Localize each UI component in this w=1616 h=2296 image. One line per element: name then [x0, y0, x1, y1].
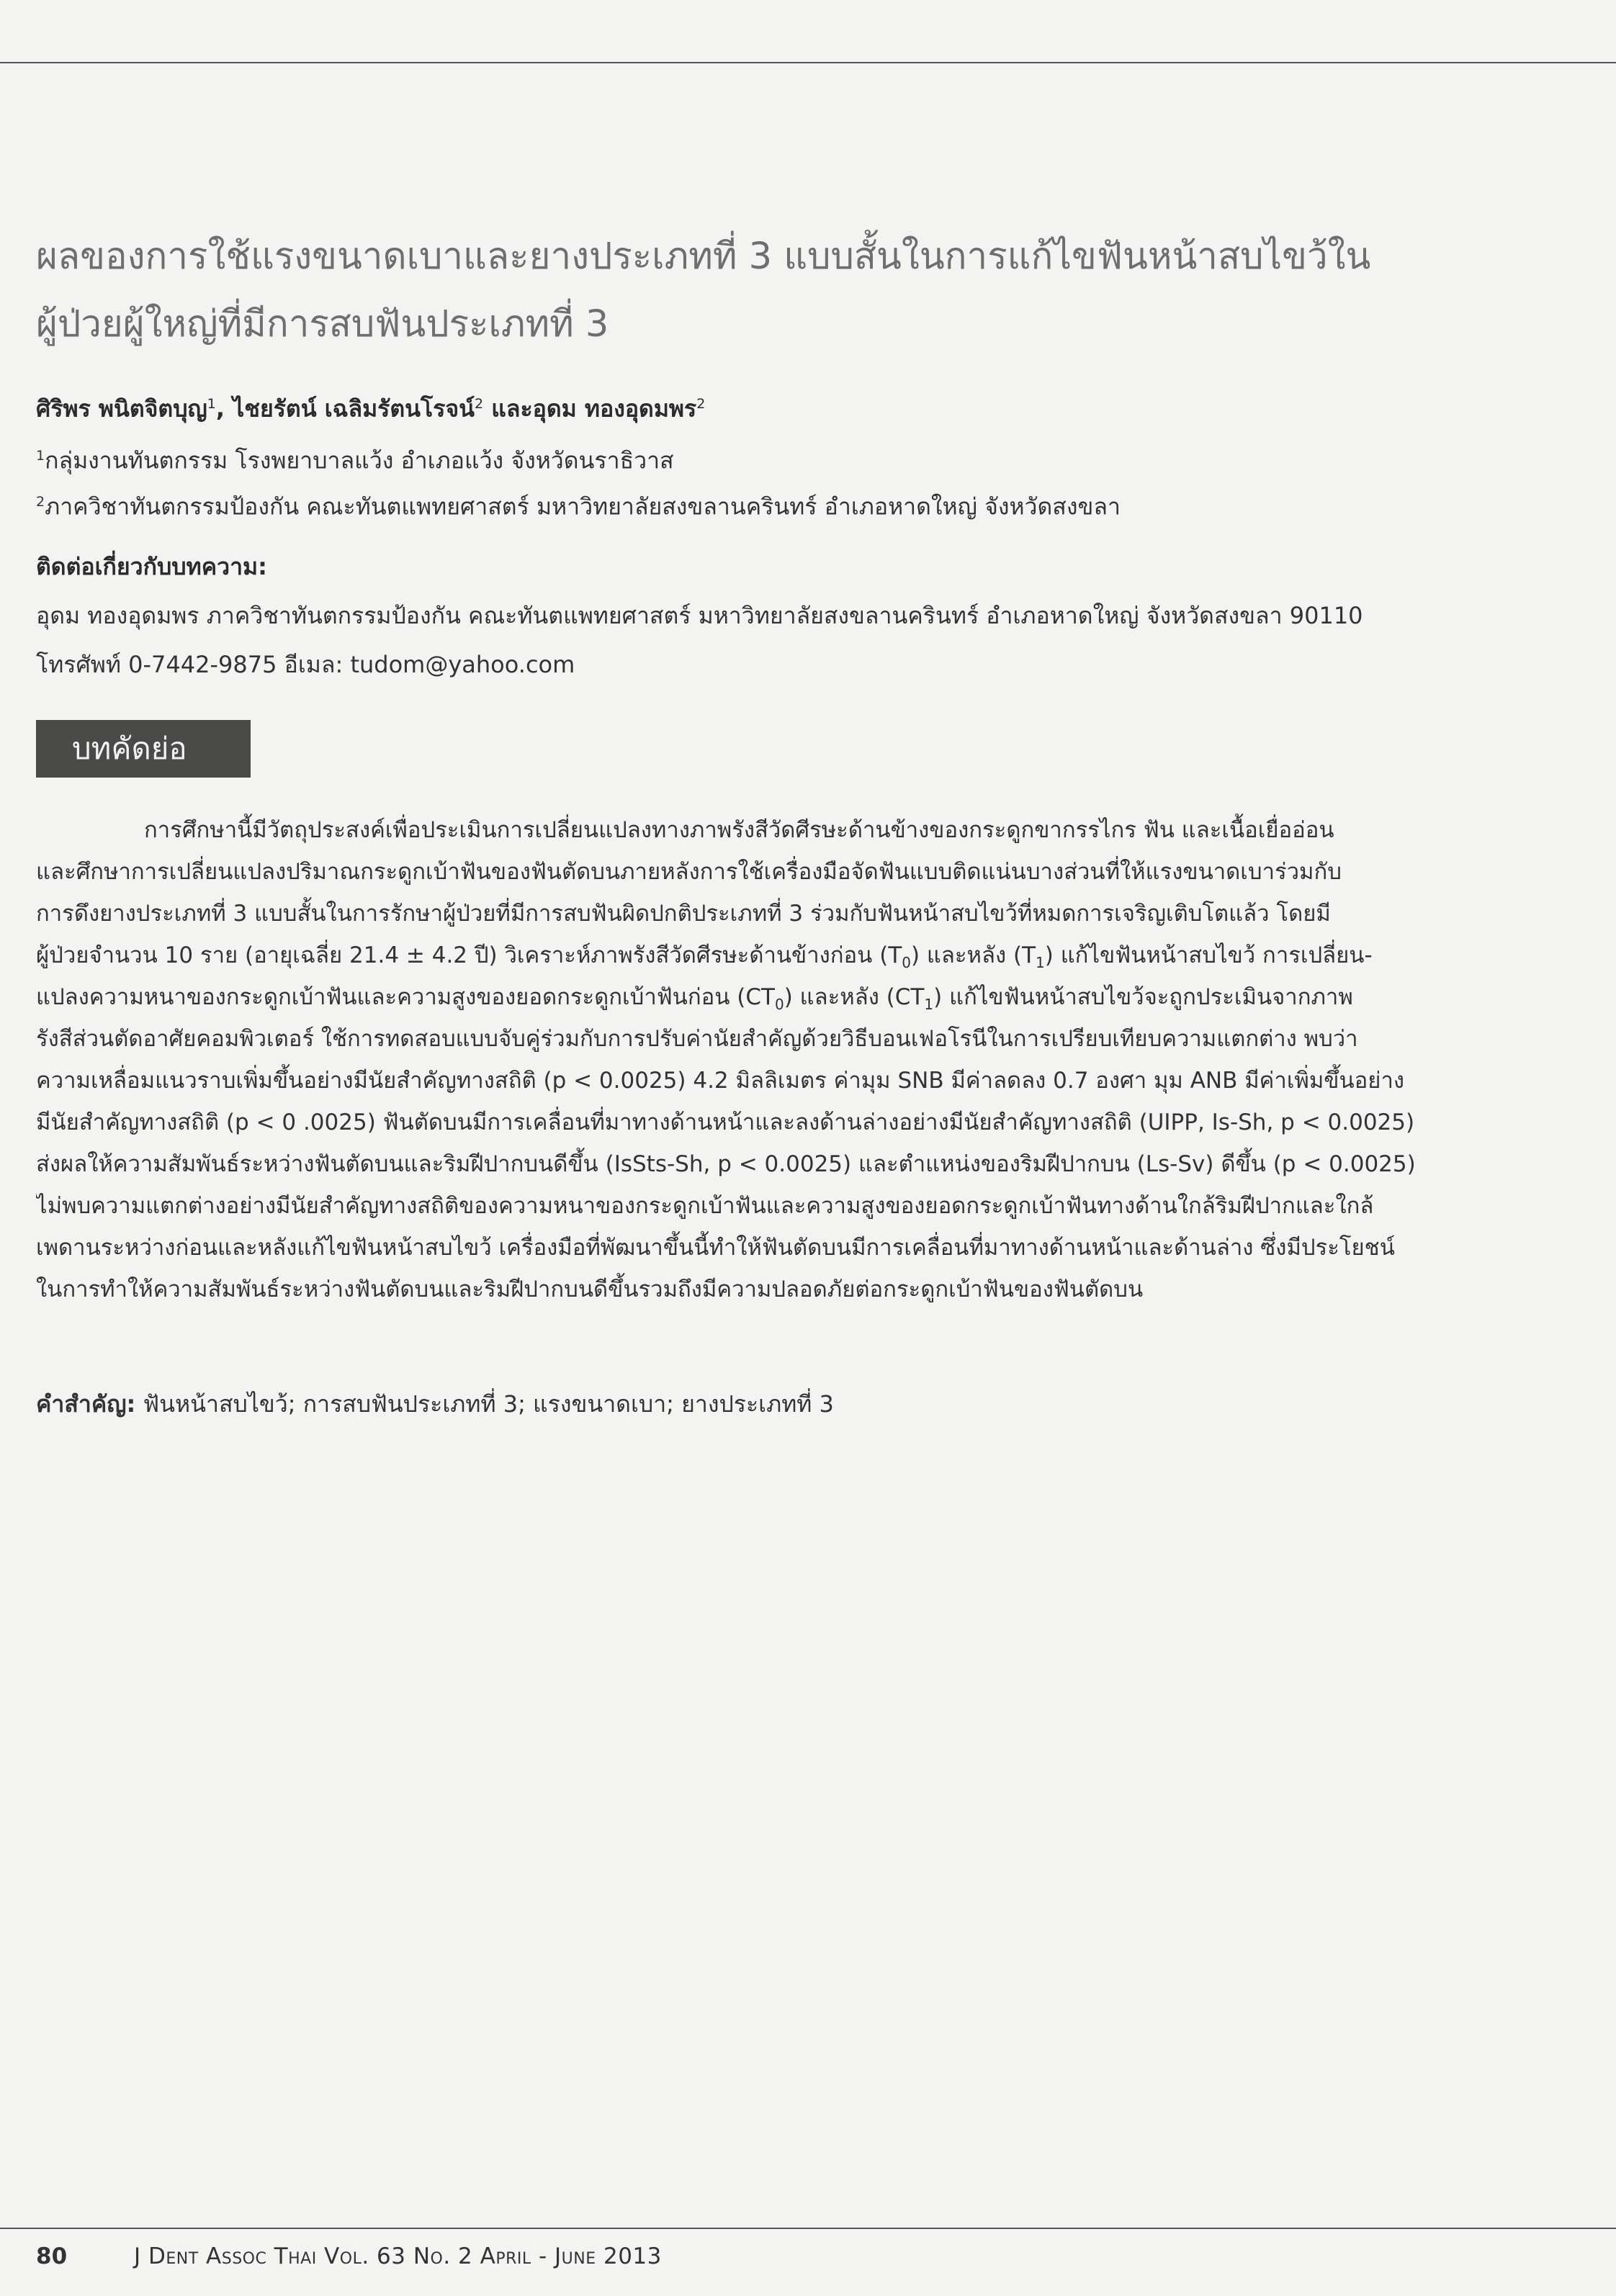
abstract-line-4-mid: ) และหลัง (T [910, 942, 1036, 968]
abstract-line-4-end: ) แก้ไขฟันหน้าสบไขว้ การเปลี่ยน- [1044, 942, 1373, 968]
abstract-line-2: และศึกษาการเปลี่ยนแปลงปริมาณกระดูกเบ้าฟันของฟันตัดบนภายหลังการใช้เครื่องมือจัดฟันแบบติดแน่นบางส่วนที่ให้แรงขนาดเบาร่วมกับ [36, 859, 1342, 885]
author-list [36, 386, 1584, 427]
contact-heading: ติดต่อเกี่ยวกับบทความ: [36, 553, 267, 580]
abstract-line-4-text: ผู้ป่วยจำนวน 10 ราย (อายุเฉลี่ย 21.4 ± 4.2 ปี) วิเคราะห์ภาพรังสีวัดศีรษะด้านข้างก่อน (T [36, 942, 902, 968]
abstract-line-4 [36, 935, 1584, 976]
abstract-line-6: รังสีส่วนตัดอาศัยคอมพิวเตอร์ ใช้การทดสอบแบบจับคู่ร่วมกับการปรับค่านัยสำคัญด้วยวิธีบอนเฟอโรนีในการเปรียบเทียบความแตกต่าง พบว่า [36, 1026, 1358, 1052]
author-2-affiliation-mark: 2 [475, 396, 484, 412]
abstract-line-1: การศึกษานี้มีวัตถุประสงค์เพื่อประเมินการเปลี่ยนแปลงทางภาพรังสีวัดศีรษะด้านข้างของกระดูกขากรรไกร ฟัน และเนื้อเยื่ออ่อน [144, 817, 1334, 843]
abstract-line-7: ความเหลื่อมแนวราบเพิ่มขึ้นอย่างมีนัยสำคัญทางสถิติ (p < 0.0025) 4.2 มิลลิเมตร ค่ามุม SNB มีค่าลดลง 0.7 องศา มุม ANB มีค่าเพิ่มขึ้นอย่าง [36, 1068, 1404, 1094]
affiliation-2-mark: 2 [36, 494, 45, 510]
abstract-line-9: ส่งผลให้ความสัมพันธ์ระหว่างฟันตัดบนและริมฝีปากบนดีขึ้น (IsSts-Sh, p < 0.0025) และตำแหน่งของริมฝีปากบน (Ls-Sv) ดีขึ้น (p < 0.0025) [36, 1151, 1416, 1177]
bottom-rule [0, 2228, 1616, 2229]
affiliation-1-mark: 1 [36, 448, 45, 464]
abstract-heading: บทคัดย่อ [36, 720, 251, 778]
author-1: ศิริพร พนิตจิตบุญ [36, 395, 207, 423]
abstract-line-10: ไม่พบความแตกต่างอย่างมีนัยสำคัญทางสถิติของความหนาของกระดูกเบ้าฟันและความสูงของยอดกระดูกเบ้าฟันทางด้านใกล้ริมฝีปากและใกล้ [36, 1193, 1374, 1219]
affiliation-2-text: ภาควิชาทันตกรรมป้องกัน คณะทันตแพทยศาสตร์ มหาวิทยาลัยสงขลานครินทร์ อำเภอหาดใหญ่ จังหวัดสงขลา [45, 492, 1121, 521]
abstract-line-12: ในการทำให้ความสัมพันธ์ระหว่างฟันตัดบนและริมฝีปากบนดีขึ้นรวมถึงมีความปลอดภัยต่อกระดูกเบ้าฟันของฟันตัดบน [36, 1277, 1144, 1302]
author-1-affiliation-mark: 1 [207, 396, 216, 412]
abstract-line-11: เพดานระหว่างก่อนและหลังแก้ไขฟันหน้าสบไขว้ เครื่องมือที่พัฒนาขึ้นนี้ทำให้ฟันตัดบนมีการเคลื่อนที่มาทางด้านหน้าและด้านล่าง ซึ่งมีประโยชน์ [36, 1235, 1395, 1261]
abstract-line-5-end: ) แก้ไขฟันหน้าสบไขว้จะถูกประเมินจากภาพ [933, 984, 1353, 1010]
abstract-line-5-text: แปลงความหนาของกระดูกเบ้าฟันและความสูงของยอดกระดูกเบ้าฟันก่อน (CT [36, 984, 775, 1010]
abstract-line-5-mid: ) และหลัง (CT [784, 984, 925, 1010]
abstract-body [36, 809, 1584, 1310]
abstract-line-5-sub-ct1: 1 [924, 996, 934, 1014]
keywords-label: คำสำคัญ: [36, 1390, 136, 1418]
author-3-affiliation-mark: 2 [696, 396, 706, 412]
abstract-line-4-sub-t0: 0 [902, 954, 911, 972]
abstract-line-3: การดึงยางประเภทที่ 3 แบบสั้นในการรักษาผู้ป่วยที่มีการสบฟันผิดปกติประเภทที่ 3 ร่วมกับฟันหน้าสบไขว้ที่หมดการเจริญเติบโตแล้ว โดยมี [36, 901, 1331, 927]
contact-phone-email: โทรศัพท์ 0-7442-9875 อีเมล: tudom@yahoo.com [36, 651, 575, 678]
journal-reference: J Dent Assoc Thai Vol. 63 No. 2 April - June 2013 [134, 2243, 662, 2269]
title-line-1: ผลของการใช้แรงขนาดเบาและยางประเภทที่ 3 แบบสั้นในการแก้ไขฟันหน้าสบไขว้ใน [36, 235, 1371, 278]
keywords-text: ฟันหน้าสบไขว้; การสบฟันประเภทที่ 3; แรงขนาดเบา; ยางประเภทที่ 3 [135, 1390, 834, 1418]
article-title [36, 223, 1584, 359]
abstract-line-5-sub-ct0: 0 [774, 996, 784, 1014]
author-3: และอุดม ทองอุดมพร [483, 395, 697, 423]
top-rule [0, 62, 1616, 63]
abstract-line-8: มีนัยสำคัญทางสถิติ (p < 0 .0025) ฟันตัดบนมีการเคลื่อนที่มาทางด้านหน้าและลงด้านล่างอย่างมีนัยสำคัญทางสถิติ (UIPP, Is-Sh, p < 0.0025) [36, 1109, 1415, 1135]
author-2: , ไชยรัตน์ เฉลิมรัตนโรจน์ [215, 395, 475, 423]
abstract-line-5 [36, 976, 1584, 1018]
affiliation-1 [36, 438, 1584, 479]
page-number: 80 [36, 2243, 68, 2269]
abstract-line-4-sub-t1: 1 [1036, 954, 1045, 972]
page-footer [36, 2241, 1044, 2272]
affiliation-1-text: กลุ่มงานทันตกรรม โรงพยาบาลแว้ง อำเภอแว้ง จังหวัดนราธิวาส [45, 446, 674, 474]
title-line-2: ผู้ป่วยผู้ใหญ่ที่มีการสบฟันประเภทที่ 3 [36, 303, 609, 346]
keywords [36, 1386, 1584, 1422]
affiliation-2 [36, 484, 1584, 525]
contact-address: อุดม ทองอุดมพร ภาควิชาทันตกรรมป้องกัน คณะทันตแพทยศาสตร์ มหาวิทยาลัยสงขลานครินทร์ อำเภอหาดใหญ่ จังหวัดสงขลา 90110 [36, 602, 1363, 629]
